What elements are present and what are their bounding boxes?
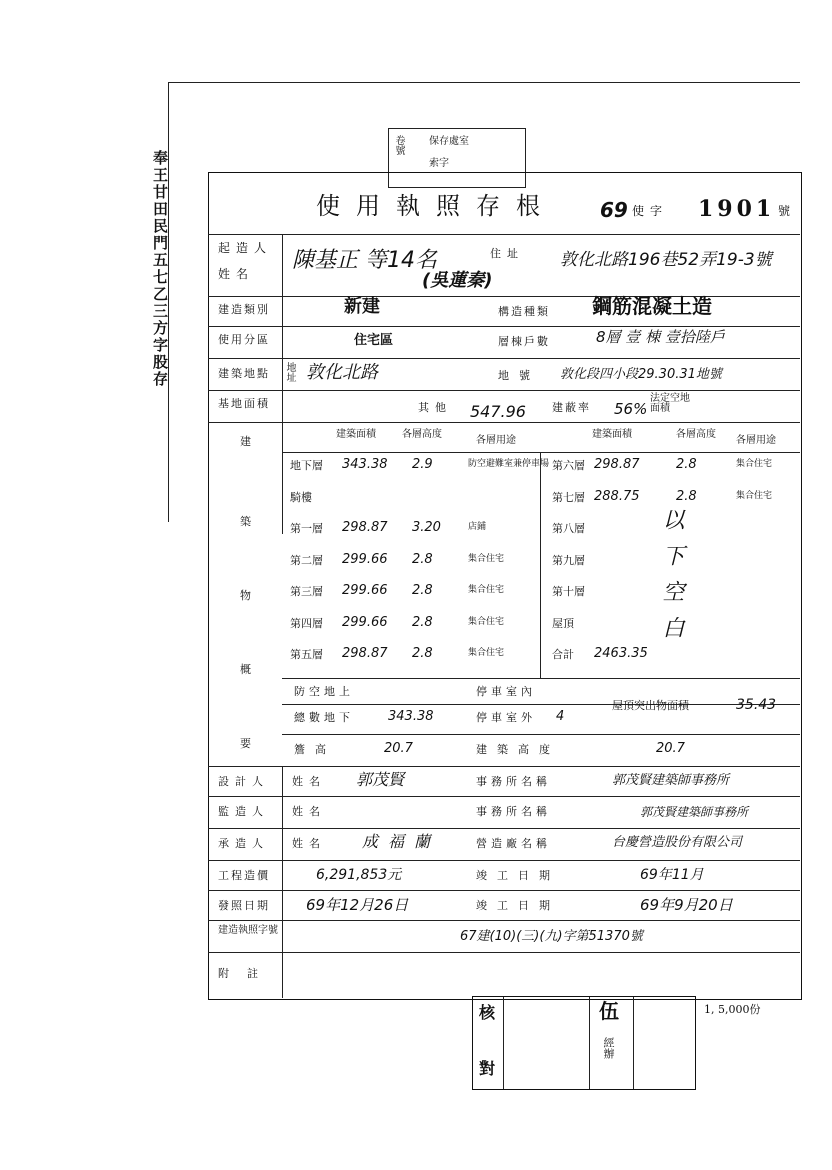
check-label-1: 核 [479,1003,496,1022]
floor-area: 343.38 [342,457,388,472]
floor-use: 防空避難室兼停車場 [468,459,550,469]
applicant-label-1: 起造人 [218,241,273,255]
right-header-height: 各層高度 [676,429,716,440]
check-box [472,996,696,1090]
floor-label: 第五層 [290,648,323,661]
floors-side-label-1: 建 [240,435,257,448]
supervisor-firm-label: 事務所名稱 [476,805,551,818]
applicant-address: 敦化北路196巷52弄19-3號 [560,250,772,270]
stall-label: 停車室外 [476,711,536,724]
supervisor-label: 監造人 [218,805,269,818]
contractor-label: 承造人 [218,837,269,850]
height-label: 簷高 [294,743,336,756]
contractor-name: 成福蘭 [362,832,441,851]
height-value: 20.7 [384,741,413,756]
side-annotation: 奉王甘田民門五七乙三方字股存 [151,150,169,388]
floor-height: 2.8 [676,457,697,472]
floor-use: 店鋪 [468,522,487,532]
row-line [282,734,800,735]
floor-label: 第六層 [552,459,585,472]
address-label: 住址 [490,247,524,260]
designer-name-label: 姓名 [292,775,326,788]
floors-side-label-2: 築 [240,515,257,528]
archive-stamp-line1: 卷號 [393,135,404,155]
form-license-suffix: 號 [778,204,791,218]
row-line [208,890,800,891]
check-stamp: 伍 [599,999,619,1023]
floors-side-label-3: 物 [240,589,257,602]
area-label: 基地面積 [218,397,270,410]
floor-area: 299.66 [342,614,388,630]
remarks-label: 附註 [218,967,276,980]
page-mark: 1, 5,000份 [704,1003,761,1016]
floor-use: 集合住宅 [736,459,773,469]
complete-value: 69年11月 [640,867,704,883]
parking-note-value: 35.43 [736,697,777,713]
open-space-label: 法定空地面積 [650,393,690,414]
total-value: 343.38 [388,709,434,724]
floor-area: 299.66 [342,583,388,598]
issue-label: 發照日期 [218,899,270,912]
floor-height: 2.8 [412,646,433,661]
use-zone-label: 使用分區 [218,333,270,346]
supervisor-name-label: 姓名 [292,805,326,818]
license-number: 1901 [698,196,776,222]
floor-area: 2463.35 [594,646,648,661]
floor-area: 288.75 [594,488,640,504]
left-header-use: 各層用途 [476,435,516,446]
floor-label: 騎樓 [290,490,312,504]
lot-value: 敦化段四小段29.30.31地號 [560,367,722,382]
floor-label: 第一層 [290,522,323,535]
units-value: 8層 壹 棟 壹拾陸戶 [596,328,725,346]
floor-use: 集合住宅 [468,585,505,595]
outer-frame-top [168,82,800,83]
left-header-height: 各層高度 [402,429,442,440]
floor-height: 2.8 [412,583,433,598]
row-line [208,860,800,861]
floor-height: 2.8 [412,551,433,567]
floor-height: 2.8 [412,614,433,630]
contractor-firm: 台慶營造股份有限公司 [612,835,743,850]
parking-note: 屋頂突出物面積 [612,699,689,712]
form-year: 69 [600,198,628,222]
row-line [208,828,800,829]
floor-label: 屋頂 [552,616,574,630]
use-zone-value: 住宅區 [354,333,394,348]
floors-side-label-5: 要 [240,737,257,750]
permit-value: 67建(10)(三)(九)字第51370號 [460,929,643,944]
floor-label: 第三層 [290,585,323,598]
category-value: 新建 [344,296,380,317]
label-divider [282,766,283,998]
row-line [282,452,800,453]
right-header-area: 建築面積 [592,429,632,440]
floor-label: 第八層 [552,522,585,535]
floor-height: 2.9 [412,457,433,472]
bldg-height-label: 建築高度 [476,743,560,756]
units-label: 層棟戶數 [498,335,550,348]
parking-label: 停車室內 [476,685,536,698]
floor-label: 第九層 [552,553,585,567]
form-title: 使用執照存根 [316,192,556,220]
basement-label: 防空地上 [294,685,354,698]
row-line [208,422,800,423]
location-value: 敦化北路 [306,362,378,383]
floor-use: 集合住宅 [468,648,505,658]
row-line [282,704,800,705]
designer-label: 設計人 [218,775,269,788]
structure-label: 構造種類 [498,305,550,318]
check-divider [589,997,590,1089]
start-label: 工程造價 [218,869,270,882]
other-area: 547.96 [470,402,526,421]
floor-area: 298.87 [342,520,388,535]
floor-label: 第四層 [290,616,323,630]
floor-label: 第十層 [552,585,585,598]
applicant-name: 陳基正 等14名 [292,248,437,273]
issue-value: 69年12月26日 [306,896,409,914]
check-divider [503,997,504,1089]
check-divider [633,997,634,1089]
complete-label: 竣工日期 [476,869,560,882]
floor-area: 299.66 [342,551,388,567]
row-line [208,358,800,359]
row-line [282,678,800,679]
left-header-area: 建築面積 [336,429,376,440]
row-line [208,390,800,391]
location-label: 建築地點 [218,367,270,380]
row-line [208,326,800,327]
category-label: 建造類別 [218,303,270,316]
designer-firm-label: 事務所名稱 [476,775,551,788]
check-mid: 經辦 [602,1037,615,1059]
row-line [208,234,800,235]
check-label-2: 對 [479,1059,496,1078]
floor-use: 集合住宅 [736,490,773,501]
coverage-value: 56% [614,400,648,418]
floor-use: 集合住宅 [468,553,505,564]
floor-height: 3.20 [412,520,441,535]
floor-label: 第二層 [290,553,323,567]
permit-label: 建造執照字號 [218,925,278,936]
issue-done-label: 竣工日期 [476,899,560,912]
row-line [208,796,800,797]
floor-label: 合計 [552,648,574,661]
floors-side-label-4: 概 [240,663,257,676]
row-line [208,952,800,953]
label-divider [282,234,283,534]
floor-area: 298.87 [594,457,640,472]
floor-label: 第七層 [552,490,585,504]
designer-name: 郭茂賢 [356,770,405,789]
applicant-note: (吳蓮秦) [422,270,493,291]
issue-done-value: 69年9月20日 [640,896,733,914]
mid-divider [540,452,541,678]
lot-label: 地號 [498,369,540,382]
floor-area: 298.87 [342,646,388,661]
structure-value: 鋼筋混凝土造 [592,294,712,318]
location-sub: 地址 [284,362,295,382]
floor-use: 集合住宅 [468,616,505,627]
other-label: 其他 [418,401,452,414]
archive-stamp-line2: 保存處室 [429,136,469,147]
floor-label: 地下層 [290,459,323,472]
bldg-height-value: 20.7 [656,741,685,756]
row-line [208,766,800,767]
contractor-name-label: 姓名 [292,837,326,850]
row-line [208,920,800,921]
right-header-use: 各層用途 [736,435,776,446]
form-license-prefix: 使字 [632,204,669,218]
stall-value: 4 [556,709,565,724]
floor-height: 2.8 [676,488,697,504]
contractor-firm-label: 營造廠名稱 [476,837,551,850]
coverage-label: 建蔽率 [552,401,591,414]
start-value: 6,291,853元 [316,867,402,883]
archive-stamp-line3: 索字 [429,158,449,169]
applicant-label-2: 姓名 [218,267,255,281]
total-label: 總數地下 [294,711,354,724]
vertical-blank-note: 以下空白 [659,508,684,652]
designer-firm: 郭茂賢建築師事務所 [612,773,730,788]
supervisor-firm: 郭茂賢建築師事務所 [640,805,749,819]
